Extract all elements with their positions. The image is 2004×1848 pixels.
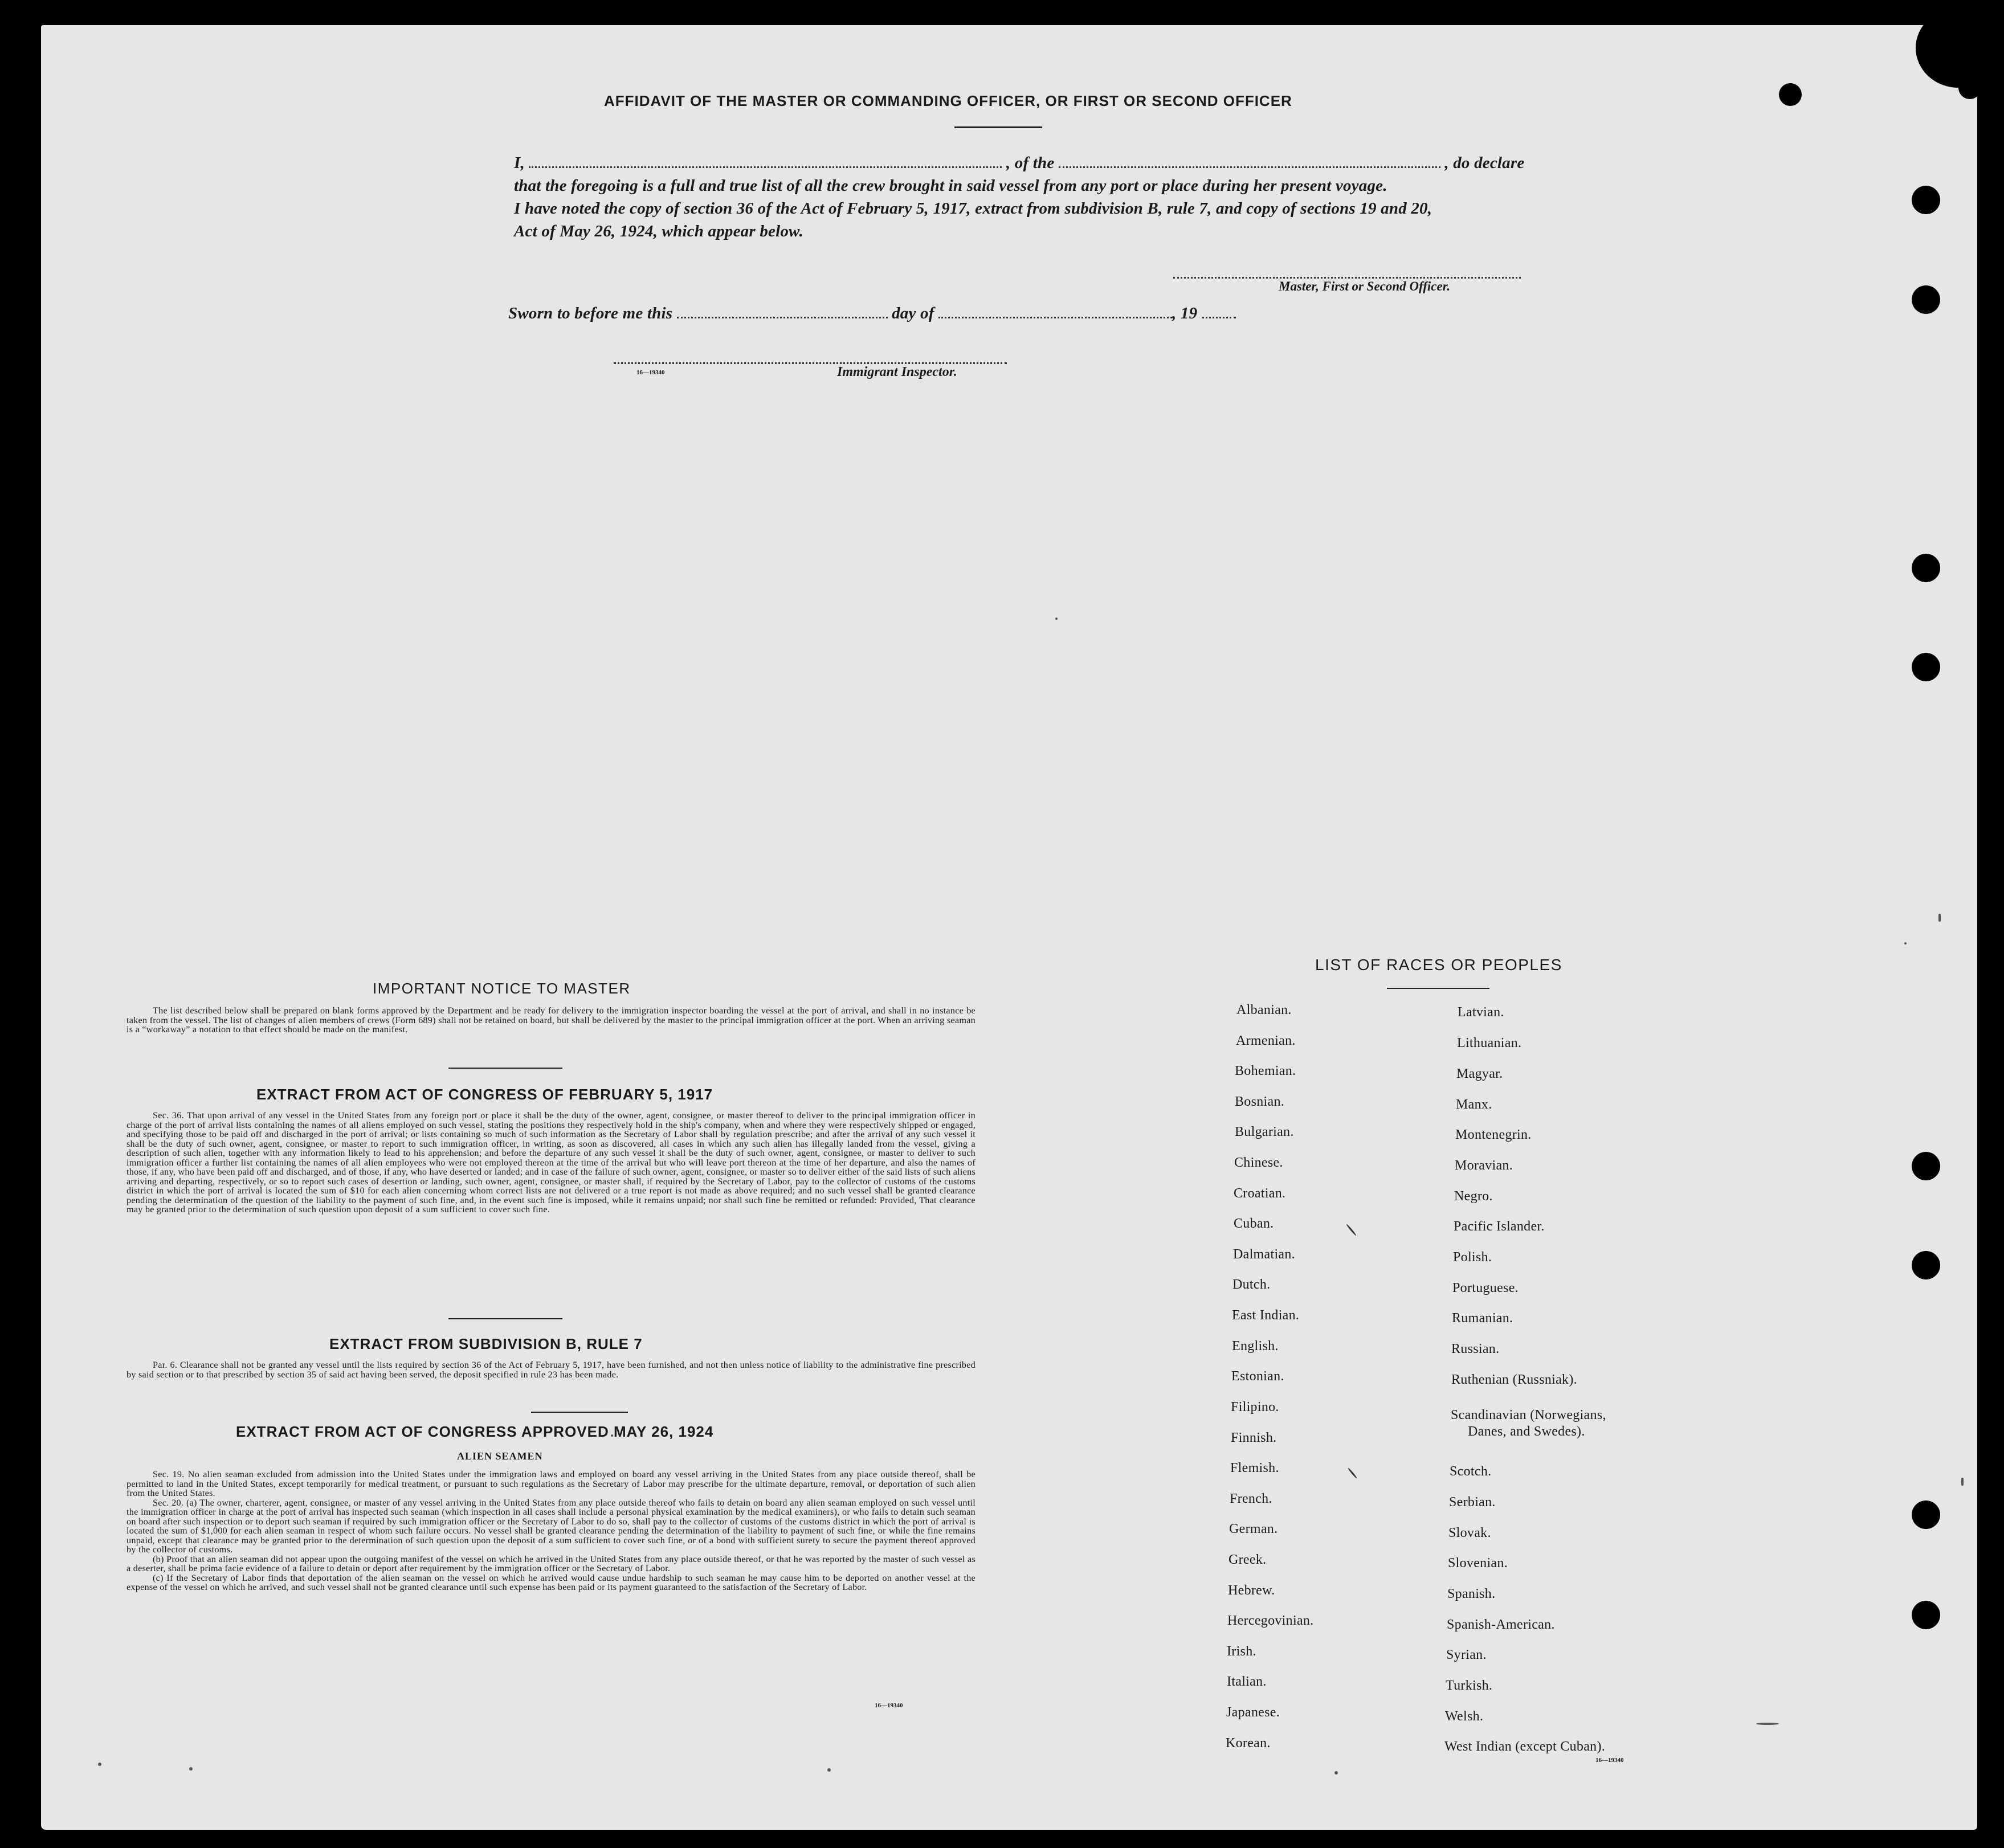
affidavit-declaration-line-4: Act of May 26, 1924, which appear below. bbox=[514, 222, 803, 240]
punch-hole bbox=[1912, 1501, 1940, 1529]
punch-hole bbox=[1912, 1251, 1940, 1279]
speck bbox=[1904, 942, 1907, 945]
race-item: Slovenian. bbox=[1448, 1556, 1508, 1571]
race-item: Bosnian. bbox=[1235, 1094, 1285, 1109]
race-item: Cuban. bbox=[1234, 1216, 1274, 1231]
extract-1924-title: EXTRACT FROM ACT OF CONGRESS APPROVED MAY 26, 1924 bbox=[236, 1423, 714, 1440]
affidavit-title-rule bbox=[954, 126, 1042, 128]
master-signature-label: Master, First or Second Officer. bbox=[1279, 279, 1451, 293]
extract-rule7-rule bbox=[531, 1412, 628, 1413]
speck bbox=[1055, 618, 1058, 620]
race-item: Dutch. bbox=[1232, 1277, 1271, 1292]
punch-hole bbox=[1912, 186, 1940, 214]
declaration-of-the: , of the bbox=[1006, 154, 1055, 172]
extract-1917-title: EXTRACT FROM ACT OF CONGRESS OF FEBRUARY 5, 1917 bbox=[256, 1086, 713, 1103]
race-item: Hercegovinian. bbox=[1227, 1613, 1314, 1628]
race-item: Manx. bbox=[1456, 1097, 1492, 1112]
race-item: German. bbox=[1229, 1522, 1278, 1536]
races-title: LIST OF RACES OR PEOPLES bbox=[1315, 956, 1562, 974]
race-item: Russian. bbox=[1451, 1342, 1500, 1356]
vessel-name-field[interactable] bbox=[1059, 165, 1440, 168]
race-item: Filipino. bbox=[1231, 1400, 1279, 1414]
affidavit-form-number: 16—19340 bbox=[636, 369, 665, 376]
affidavit-declaration-line-3: I have noted the copy of section 36 of the Act of February 5, 1917, extract from subdivision B, rule 7, and copy of sections 19 and 20, bbox=[514, 199, 1432, 218]
punch-hole bbox=[1912, 1601, 1940, 1629]
race-item: Hebrew. bbox=[1228, 1583, 1275, 1598]
rule7-paragraph: Par. 6. Clearance shall not be granted any vessel until the lists required by section 36 of the Act of February 5, 1917, have been furnished, and not then unless notice of liability to the administrative fine prescribed by said section or to that prescribed by section 35 of said act having been served, the deposit specified in rule 23 has been made. bbox=[126, 1360, 976, 1380]
pencil-mark bbox=[1346, 1224, 1357, 1236]
affidavit-title: AFFIDAVIT OF THE MASTER OR COMMANDING OFFICER, OR FIRST OR SECOND OFFICER bbox=[604, 92, 1292, 109]
extract-rule7-body bbox=[126, 1360, 976, 1379]
notice-rule bbox=[448, 1068, 562, 1069]
race-item: English. bbox=[1232, 1339, 1279, 1354]
race-item: Chinese. bbox=[1234, 1155, 1283, 1170]
section-36-paragraph: Sec. 36. That upon arrival of any vessel in the United States from any foreign port or place it shall be the duty of the owner, agent, consignee, or master thereof to deliver to the principal immigration officer in charge of the port of arrival lists containing the names of all aliens employed on such vessel, stating the positions they respectively hold in the ship's company, when and where they were respectively shipped or engaged, and specifying those to be paid off and discharged in the port of arrival; or lists containing so much of such information as the Secretary of Labor shall by regulation prescribe; and after the arrival of any such vessel it shall be the duty of such owner, agent, consignee, or master to report to such immigration officer, in writing, as soon as discovered, all cases in which any such alien has illegally landed from the vessel, giving a description of such alien, together with any information likely to lead to his apprehension; and before the departure of any such vessel it shall be the duty of such owner, agent, consignee, or master to deliver to such immigration officer a further list containing the names of all alien employees who were not employed thereon at the time of the arrival but who will leave port thereon at the time of her departure, and also the names of those, if any, who have been paid off and discharged, and of those, if any, who have deserted or landed; and in case of the failure of such owner, agent, consignee, or master so to deliver either of the said lists of such aliens arriving and departing, respectively, or so to report such cases of desertion or landing, such owner, agent, consignee, or master shall, if required by the Secretary of Labor, pay to the collector of customs of the customs district in which the port of arrival is located the sum of $10 for each alien concerning whom correct lists are not delivered or a true report is not made as above required; and no such vessel shall be granted clearance pending the determination of the question of the liability to the payment of such fine, and, in the event such fine is imposed, while it remains unpaid; nor shall such fine be remitted or refunded: Provided, That clearance may be granted prior to the determination of such question upon deposit of a sum sufficient to cover such fine. bbox=[126, 1110, 976, 1215]
race-item: Dalmatian. bbox=[1233, 1247, 1295, 1262]
declaration-do-declare: , do declare bbox=[1444, 154, 1525, 172]
extract-1917-body bbox=[126, 1111, 976, 1215]
notice-title: IMPORTANT NOTICE TO MASTER bbox=[373, 980, 631, 997]
sworn-day-field[interactable] bbox=[677, 316, 888, 318]
race-item: Danes, and Swedes). bbox=[1468, 1424, 1585, 1439]
sworn-year-prefix: , 19 bbox=[1172, 304, 1198, 322]
race-item: Irish. bbox=[1227, 1644, 1256, 1659]
race-item: Slovak. bbox=[1448, 1526, 1491, 1540]
section-20b-paragraph: (b) Proof that an alien seaman did not appear upon the outgoing manifest of the vessel on which he arrived in the United States from any place outside thereof, or that he was reported by the master of such vessel as a deserter, shall be prima facie evidence of a failure to detain or deport after requirement by the immigration officer or the Secretary of Labor. bbox=[126, 1553, 976, 1573]
speck bbox=[189, 1767, 193, 1771]
races-form-number: 16—19340 bbox=[1595, 1757, 1624, 1764]
race-item: Polish. bbox=[1453, 1250, 1492, 1265]
inspector-signature-label: Immigrant Inspector. bbox=[837, 365, 957, 379]
race-item: Welsh. bbox=[1445, 1709, 1484, 1724]
race-item: Korean. bbox=[1226, 1736, 1271, 1751]
race-item: Bulgarian. bbox=[1235, 1125, 1294, 1139]
speck bbox=[1961, 1478, 1964, 1486]
affidavit-declaration-line-1 bbox=[514, 154, 1524, 173]
punch-hole bbox=[1779, 83, 1802, 106]
speck bbox=[1938, 914, 1941, 922]
punch-hole bbox=[1912, 554, 1940, 582]
race-item: Croatian. bbox=[1234, 1186, 1286, 1201]
speck bbox=[98, 1763, 101, 1766]
race-item: Italian. bbox=[1227, 1674, 1267, 1689]
race-item: Magyar. bbox=[1456, 1066, 1503, 1081]
race-item: Negro. bbox=[1454, 1189, 1493, 1204]
punch-hole bbox=[1912, 285, 1940, 314]
race-item: Pacific Islander. bbox=[1454, 1219, 1545, 1234]
race-item: Spanish-American. bbox=[1447, 1617, 1555, 1632]
races-title-rule bbox=[1387, 988, 1489, 989]
race-item: Portuguese. bbox=[1452, 1281, 1519, 1295]
race-item: Bohemian. bbox=[1235, 1064, 1296, 1078]
sworn-month-field[interactable] bbox=[938, 316, 1172, 318]
race-item: East Indian. bbox=[1232, 1308, 1300, 1323]
race-item: Finnish. bbox=[1231, 1430, 1277, 1445]
punch-hole bbox=[1912, 653, 1940, 681]
punch-hole bbox=[1912, 1152, 1940, 1180]
speck bbox=[827, 1768, 831, 1772]
race-item: Armenian. bbox=[1236, 1033, 1296, 1048]
sworn-prefix: Sworn to before me this bbox=[508, 304, 673, 322]
torn-corner bbox=[1916, 8, 2001, 88]
race-item: Spanish. bbox=[1447, 1587, 1496, 1601]
notice-body bbox=[126, 1006, 976, 1035]
declaration-i: I, bbox=[514, 154, 525, 172]
race-item: Albanian. bbox=[1236, 1003, 1292, 1017]
torn-corner-fragment bbox=[1958, 76, 1981, 99]
race-item: Serbian. bbox=[1449, 1495, 1496, 1510]
race-item: French. bbox=[1230, 1491, 1272, 1506]
race-item: Latvian. bbox=[1458, 1005, 1504, 1020]
alien-seamen-subtitle: ALIEN SEAMEN bbox=[457, 1450, 543, 1462]
section-20a-paragraph: Sec. 20. (a) The owner, charterer, agent, consignee, or master of any vessel arriving in the United States from any place outside thereof who fails to detain on board any alien seaman employed on such vessel until the immigration officer in charge at the port of arrival has inspected such seaman (which inspection in all cases shall include a personal physical examination by the medical examiners), or who fails to detain such seaman on board after such inspection or to deport such seaman if required by such immigration officer or the Secretary of Labor to do so, shall pay to the collector of customs of the customs district in which the port of arrival is located the sum of $1,000 for each alien seaman in respect of whom such failure occurs. No vessel shall be granted clearance pending the determination of the liability to payment of such fine, or while the fine remains unpaid, except that clearance may be granted prior to the determination of such question upon the deposit of a sum sufficient to cover such fine, or of a bond with sufficient surety to secure the payment thereof approved by the collector of customs. bbox=[126, 1497, 976, 1555]
master-name-field[interactable] bbox=[529, 165, 1002, 168]
extract-1917-rule bbox=[448, 1318, 562, 1319]
extract-1924-body bbox=[126, 1470, 976, 1592]
sworn-line bbox=[508, 304, 1236, 323]
speck bbox=[1756, 1723, 1779, 1725]
race-item: Greek. bbox=[1228, 1552, 1267, 1567]
race-item: Moravian. bbox=[1455, 1158, 1513, 1173]
affidavit-declaration-line-2: that the foregoing is a full and true list of all the crew brought in said vessel from any port or place during her present voyage. bbox=[514, 177, 1387, 195]
document-page bbox=[41, 25, 1977, 1830]
master-signature-line[interactable] bbox=[1173, 277, 1521, 279]
extract-rule7-title: EXTRACT FROM SUBDIVISION B, RULE 7 bbox=[329, 1335, 643, 1352]
sworn-day-of: day of bbox=[892, 304, 934, 322]
notice-paragraph: The list described below shall be prepared on blank forms approved by the Department and be ready for delivery to the immigration inspector boarding the vessel at the port of arrival, and shall in no instance be taken from the vessel. The list of changes of alien members of crews (Form 689) shall not be retained on board, but shall be delivered by the master to the principal immigration officer at the port. When an arriving seaman is a “workaway” a notation to that effect should be made on the manifest. bbox=[126, 1005, 976, 1035]
pencil-mark bbox=[1348, 1467, 1358, 1479]
section-20c-paragraph: (c) If the Secretary of Labor finds that deportation of the alien seaman on the vessel on which he arrived would cause undue hardship to such seaman he may cause him to be deported on another vessel at the expense of the vessel on which he arrived, and such vessel shall not be granted clearance until such expense has been paid or its payment guaranteed to the satisfaction of the Secretary of Labor. bbox=[126, 1572, 976, 1592]
race-item: Scandinavian (Norwegians, bbox=[1451, 1408, 1606, 1422]
race-item: Estonian. bbox=[1231, 1369, 1284, 1384]
inspector-signature-line[interactable] bbox=[614, 362, 1007, 364]
speck bbox=[1334, 1771, 1338, 1775]
race-item: Turkish. bbox=[1446, 1678, 1493, 1693]
race-item: Lithuanian. bbox=[1457, 1036, 1522, 1050]
section-19-paragraph: Sec. 19. No alien seaman excluded from admission into the United States under the immigration laws and employed on board any vessel arriving in the United States from any place outside thereof, shall be permitted to land in the United States, except temporarily for medical treatment, or pursuant to such regulations as the Secretary of Labor may prescribe for the ultimate departure, removal, or deportation of such alien from the United States. bbox=[126, 1469, 976, 1498]
sworn-year-field[interactable] bbox=[1202, 316, 1236, 318]
race-item: Syrian. bbox=[1446, 1647, 1487, 1662]
race-item: Scotch. bbox=[1450, 1464, 1492, 1479]
race-item: Montenegrin. bbox=[1455, 1127, 1532, 1142]
race-item: Flemish. bbox=[1230, 1461, 1279, 1475]
race-item: Japanese. bbox=[1226, 1705, 1280, 1720]
race-item: Ruthenian (Russniak). bbox=[1451, 1372, 1577, 1387]
extract-form-number: 16—19340 bbox=[875, 1702, 903, 1709]
race-item: Rumanian. bbox=[1452, 1311, 1513, 1326]
race-item: West Indian (except Cuban). bbox=[1444, 1739, 1606, 1754]
